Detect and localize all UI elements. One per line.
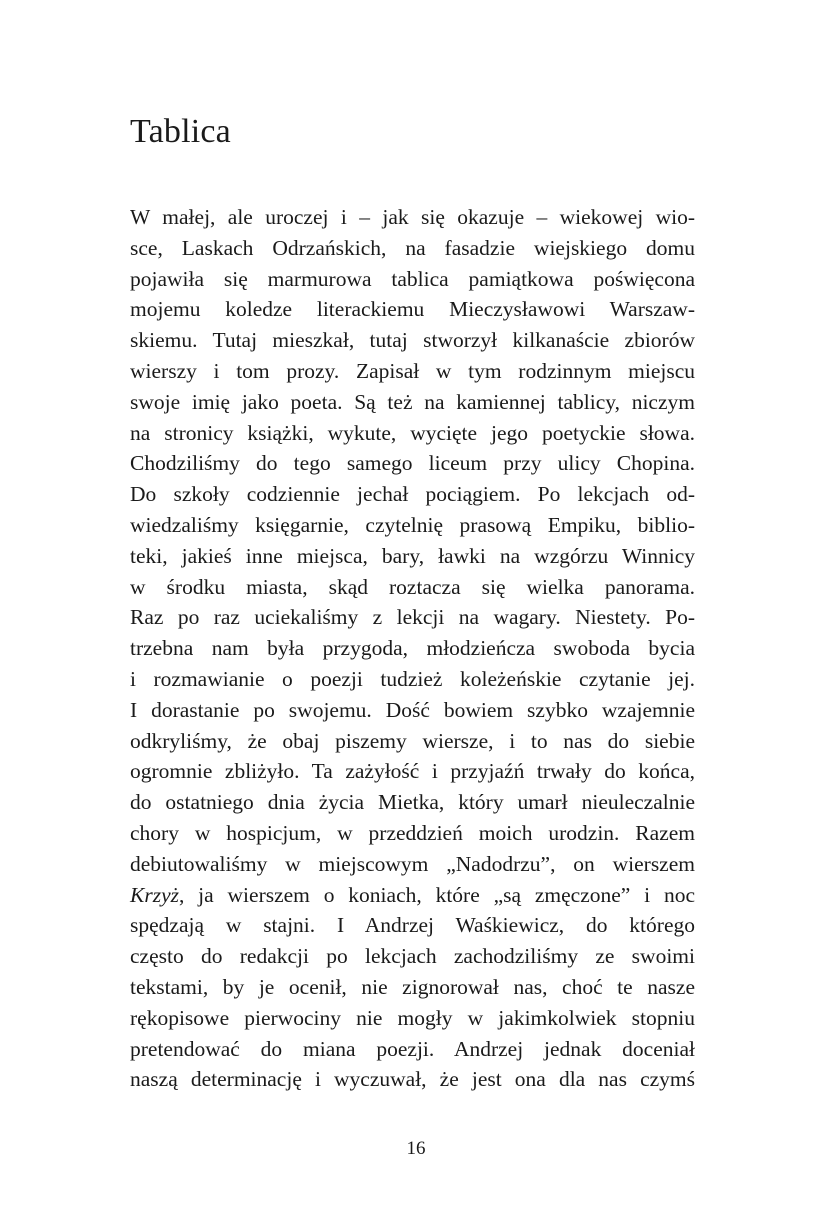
text-line: Do szkoły codziennie jechał pociągiem. Po lekcjach od- <box>130 482 695 507</box>
italic-poem-title: Krzyż <box>130 882 179 907</box>
text-line: na stronicy książki, wykute, wycięte jego poetyckie słowa. <box>130 420 695 445</box>
text-line: swoje imię jako poeta. Są też na kamiennej tablicy, niczym <box>130 389 695 414</box>
text-line: spędzają w stajni. I Andrzej Waśkiewicz, do którego <box>130 913 695 938</box>
text-line: i rozmawianie o poezji tudzież koleżeńskie czytanie jej. <box>130 666 695 691</box>
text-line: chory w hospicjum, w przeddzień moich urodzin. Razem <box>130 820 695 845</box>
text-line: ogromnie zbliżyło. Ta zażyłość i przyjaźń trwały do końca, <box>130 759 695 784</box>
text-line: Raz po raz uciekaliśmy z lekcji na wagary. Niestety. Po- <box>130 605 695 630</box>
text-line: skiemu. Tutaj mieszkał, tutaj stworzył kilkanaście zbiorów <box>130 328 695 353</box>
text-line: I dorastanie po swojemu. Dość bowiem szybko wzajemnie <box>130 697 695 722</box>
text-line: pojawiła się marmurowa tablica pamiątkowa poświęcona <box>130 266 695 291</box>
body-text <box>130 202 695 1095</box>
text-line: często do redakcji po lekcjach zachodziliśmy ze swoimi <box>130 944 695 969</box>
text-line: rękopisowe pierwociny nie mogły w jakimkolwiek stopniu <box>130 1005 695 1030</box>
text-line: trzebna nam była przygoda, młodzieńcza swoboda bycia <box>130 636 695 661</box>
text-line: do ostatniego dnia życia Mietka, który umarł nieuleczalnie <box>130 790 695 815</box>
text-line: tekstami, by je ocenił, nie zignorował nas, choć te nasze <box>130 974 695 999</box>
text-line: naszą determinację i wyczuwał, że jest ona dla nas czymś <box>130 1067 695 1092</box>
text-line: Chodziliśmy do tego samego liceum przy ulicy Chopina. <box>130 451 695 476</box>
text-line: wiedzaliśmy księgarnie, czytelnię prasową Empiku, biblio- <box>130 512 695 537</box>
text-line: odkryliśmy, że obaj piszemy wiersze, i to nas do siebie <box>130 728 695 753</box>
text-line: debiutowaliśmy w miejscowym „Nadodrzu”, on wierszem <box>130 851 695 876</box>
text-line: mojemu koledze literackiemu Mieczysławowi Warszaw- <box>130 297 695 322</box>
text-line: sce, Laskach Odrzańskich, na fasadzie wiejskiego domu <box>130 235 695 260</box>
text-line: w środku miasta, skąd roztacza się wielka panorama. <box>130 574 695 599</box>
chapter-title: Tablica <box>130 113 231 150</box>
text-line-rest: , ja wierszem o koniach, które „są zmęczone” i noc <box>178 882 695 907</box>
text-line-with-italic-title <box>130 880 695 911</box>
page-number: 16 <box>406 1138 426 1159</box>
text-line: pretendować do miana poezji. Andrzej jednak doceniał <box>130 1036 695 1061</box>
text-line: wierszy i tom prozy. Zapisał w tym rodzinnym miejscu <box>130 358 695 383</box>
text-line: teki, jakieś inne miejsca, bary, ławki na wzgórzu Winnicy <box>130 543 695 568</box>
text-line: W małej, ale uroczej i – jak się okazuje – wiekowej wio- <box>130 205 695 229</box>
